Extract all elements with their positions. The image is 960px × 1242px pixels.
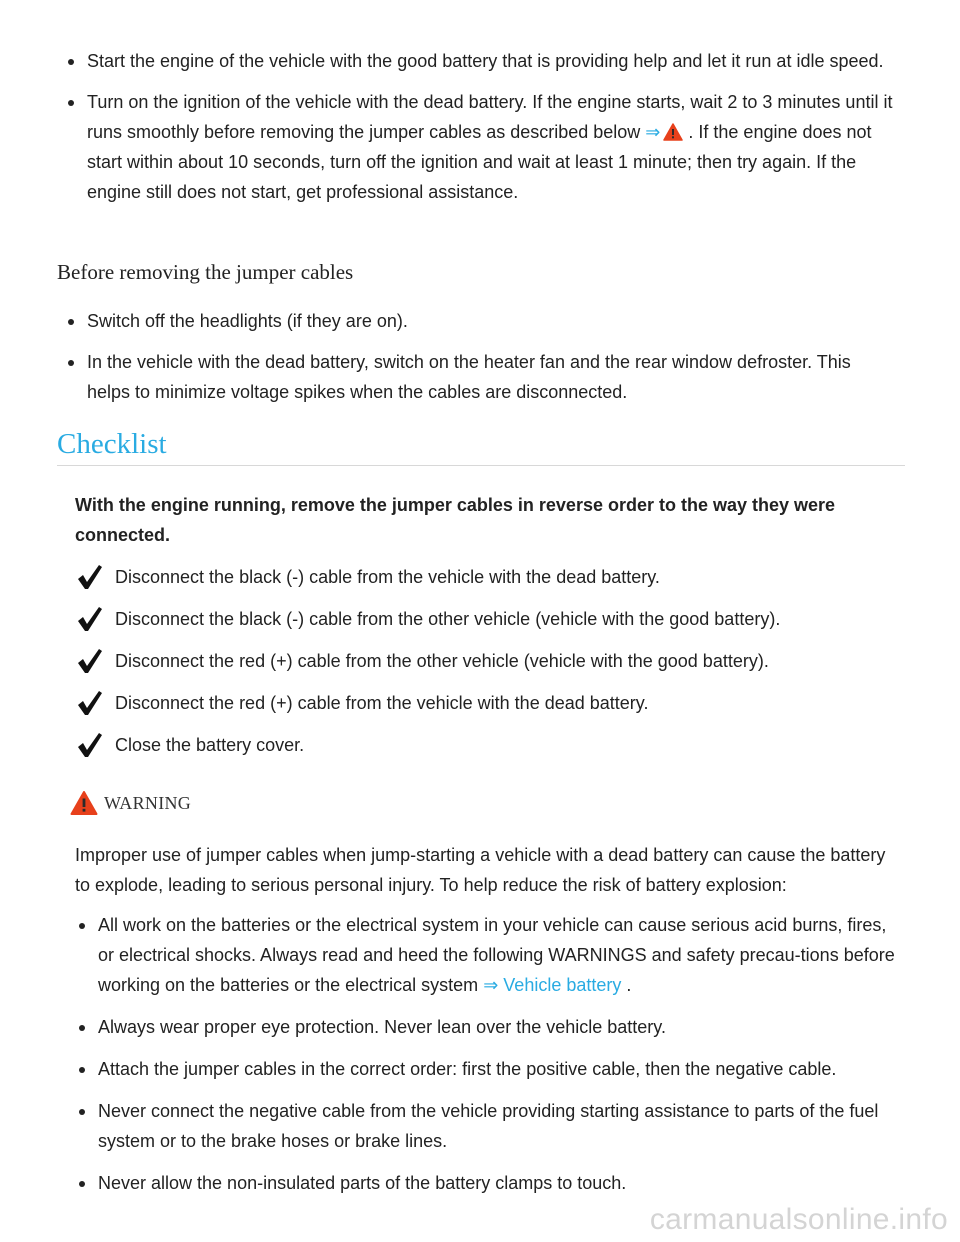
before-removing-list [87,306,897,418]
checklist-item: Disconnect the black (-) cable from the other vehicle (vehicle with the good battery). [75,604,895,646]
instruction-list [87,46,897,218]
list-item: Never connect the negative cable from the vehicle providing starting assistance to parts of the fuel system or to the brake hoses or brake lines. [98,1096,898,1156]
warning-header [70,790,191,816]
list-item: Start the engine of the vehicle with the good battery that is providing help and let it run at idle speed. [87,46,897,76]
list-item: Never allow the non-insulated parts of the battery clamps to touch. [98,1168,898,1198]
checklist-intro: With the engine running, remove the jumper cables in reverse order to the way they were connected. [75,495,836,545]
divider [57,465,905,466]
list-item: All work on the batteries or the electrical system in your vehicle can cause serious acid burns, fires, or electrical shocks. Always read and heed the following WARNINGS and safety precau-tions before working on the batteries or the electrical system ⇒ Vehicle battery . [98,910,898,1000]
warning-triangle-icon [70,790,98,816]
checkmark-icon [75,604,105,634]
vehicle-battery-link[interactable]: ⇒ Vehicle battery [483,975,622,995]
list-item: Switch off the headlights (if they are on). [87,306,897,336]
checklist-item: Disconnect the red (+) cable from the vehicle with the dead battery. [75,688,895,730]
warning-intro: Improper use of jumper cables when jump-starting a vehicle with a dead battery can cause the battery to explode, leading to serious personal injury. To help reduce the risk of battery explosion: [75,845,886,895]
checklist [75,562,895,772]
checkmark-icon [75,646,105,676]
warning-link[interactable]: ⇒ [645,122,683,142]
checklist-item: Disconnect the red (+) cable from the other vehicle (vehicle with the good battery). [75,646,895,688]
warning-title: WARNING [104,792,192,813]
section-heading: Before removing the jumper cables [57,260,354,284]
checklist-item: Close the battery cover. [75,730,895,772]
warning-triangle-icon [663,123,683,141]
watermark: carmanualsonline.info [649,1203,948,1236]
checkmark-icon [75,562,105,592]
list-item: Attach the jumper cables in the correct order: first the positive cable, then the negative cable. [98,1054,898,1084]
warning-list [98,910,898,1210]
checklist-item: Disconnect the black (-) cable from the vehicle with the dead battery. [75,562,895,604]
list-item: Always wear proper eye protection. Never lean over the vehicle battery. [98,1012,898,1042]
checkmark-icon [75,688,105,718]
list-item: In the vehicle with the dead battery, switch on the heater fan and the rear window defroster. This helps to minimize voltage spikes when the cables are disconnected. [87,347,897,407]
checkmark-icon [75,730,105,760]
list-item: Turn on the ignition of the vehicle with the dead battery. If the engine starts, wait 2 to 3 minutes until it runs smoothly before removing the jumper cables as described below ⇒ . If the engine does not start within about 10 seconds, turn off the ignition and wait at least 1 minute; then try again. If the engine still does not start, get professional assistance. [87,87,897,207]
checklist-heading: Checklist [57,428,167,460]
